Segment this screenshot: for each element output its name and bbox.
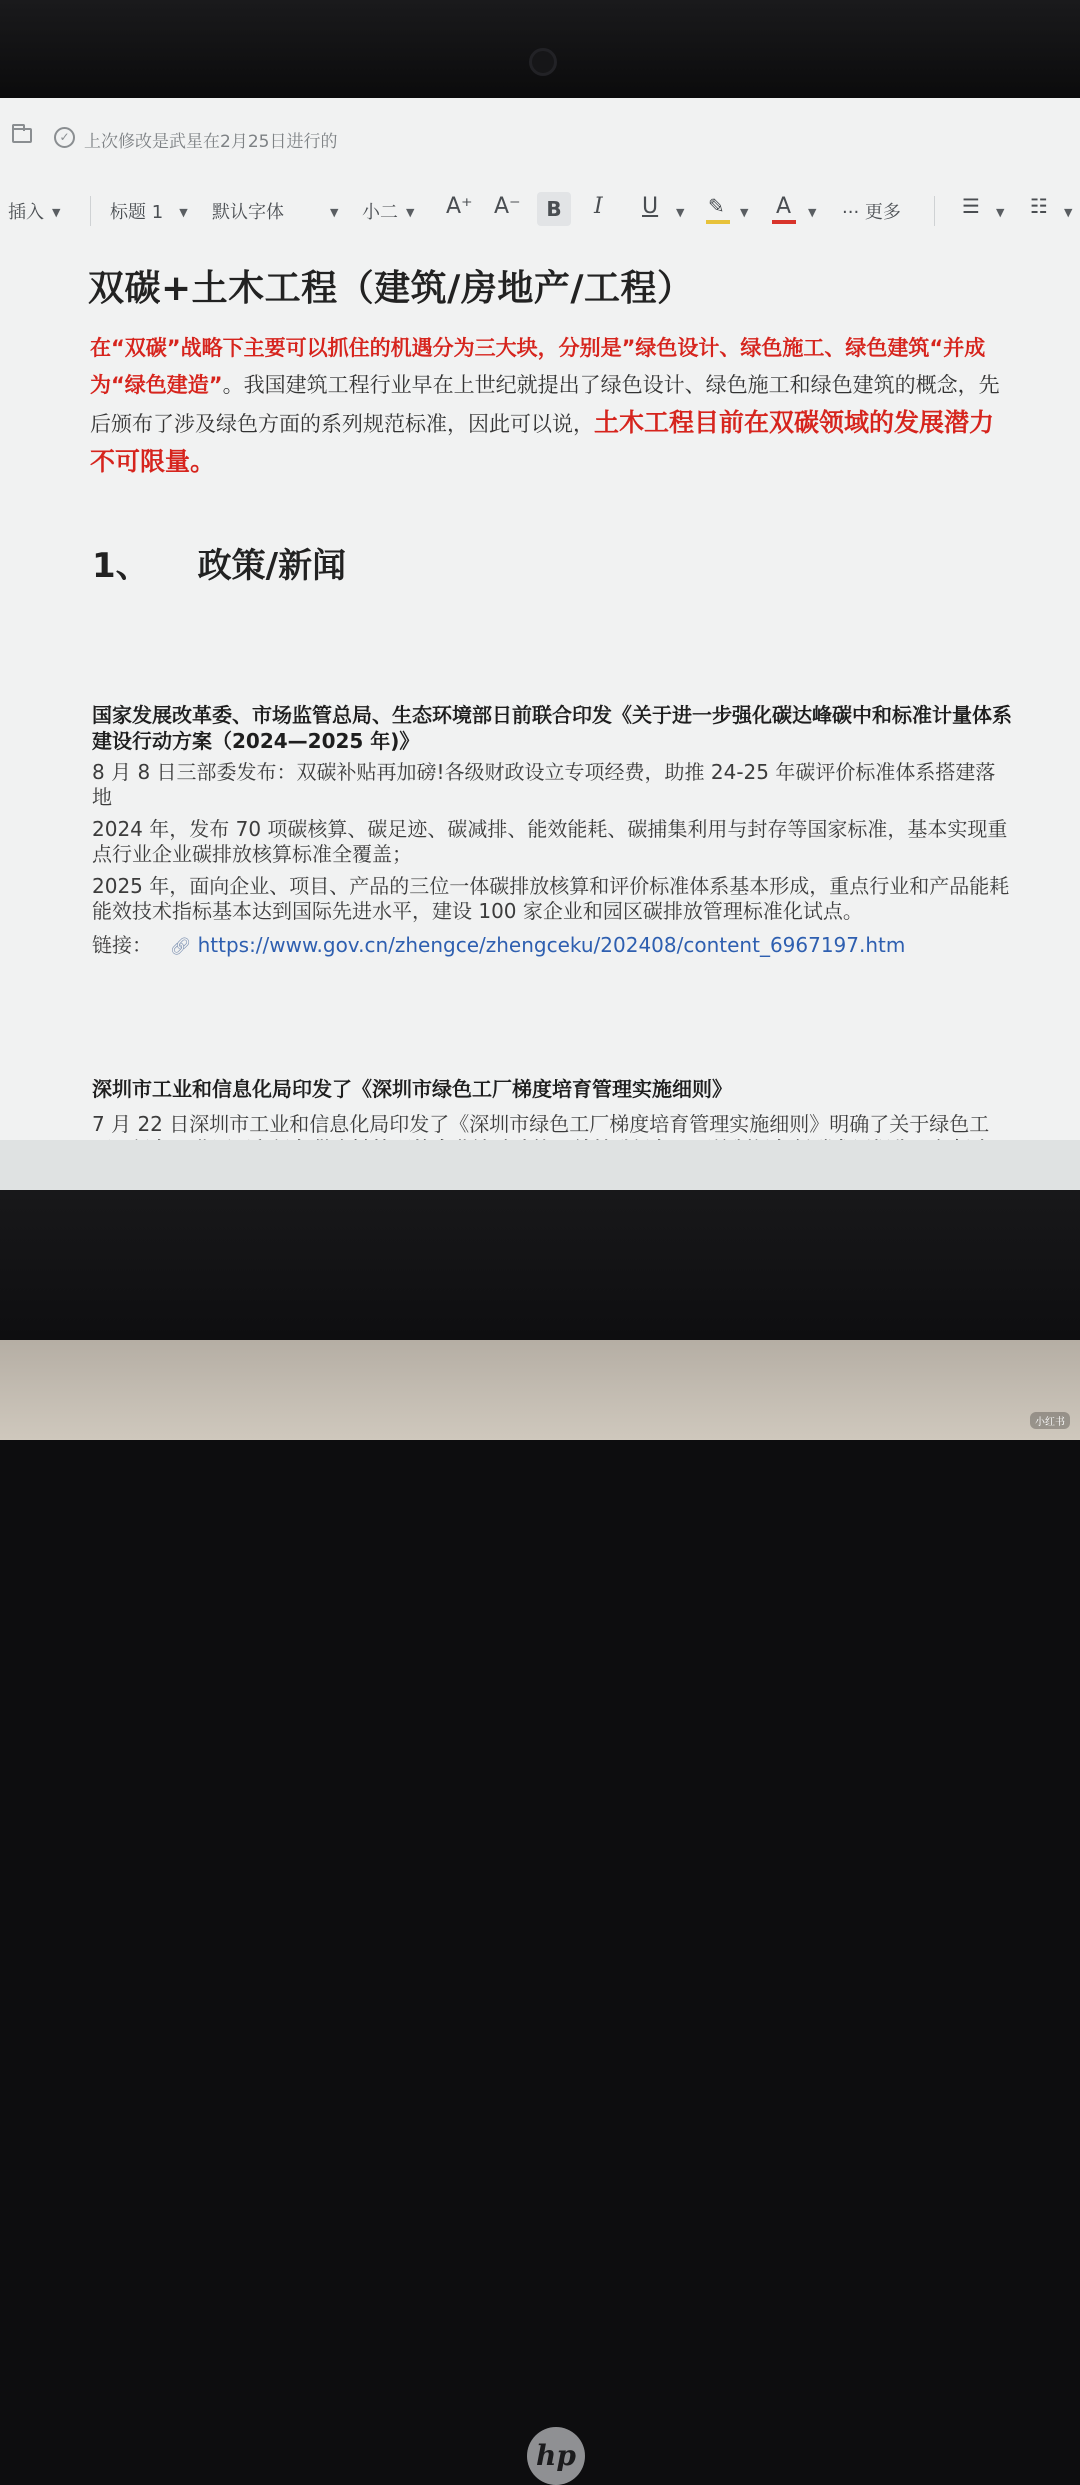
intro-paragraph[interactable] xyxy=(90,330,1010,482)
laptop-top-bezel xyxy=(0,0,1080,98)
font-size-select[interactable] xyxy=(362,198,414,224)
toolbar-divider xyxy=(934,196,935,226)
bulleted-list-chevron-icon[interactable]: ▼ xyxy=(996,206,1005,219)
formatting-toolbar xyxy=(0,190,1080,232)
news-paragraph: 8 月 8 日三部委发布：双碳补贴再加磅!各级财政设立专项经费，助推 24-25 年碳评价标准体系搭建落地 xyxy=(92,760,996,809)
highlighter-icon[interactable]: ✎ xyxy=(708,194,725,218)
more-button[interactable] xyxy=(842,198,901,224)
screen-bottom-margin xyxy=(0,1140,1080,1192)
insert-menu[interactable] xyxy=(8,198,60,224)
folder-icon[interactable] xyxy=(12,128,32,143)
highlight-color-swatch xyxy=(706,220,730,224)
italic-button[interactable]: I xyxy=(594,194,603,219)
chevron-down-icon: ▼ xyxy=(52,206,61,219)
news-title: 深圳市工业和信息化局印发了《深圳市绿色工厂梯度培育管理实施细则》 xyxy=(92,1077,732,1101)
font-family-value: 默认字体 xyxy=(212,202,284,223)
bold-button[interactable]: B xyxy=(537,192,571,226)
intro-emphasis-text: 土木工程目前在双碳领域的发展潜力不可限量。 xyxy=(90,408,995,476)
font-family-select[interactable] xyxy=(212,198,338,224)
news-title: 国家发展改革委、市场监管总局、生态环境部日前联合印发《关于进一步强化碳达峰碳中和标准计量体系建设行动方案（2024—2025 年)》 xyxy=(92,703,1012,753)
heading-style-select[interactable] xyxy=(110,198,188,224)
document-title[interactable]: 双碳+土木工程（建筑/房地产/工程） xyxy=(88,268,694,309)
saved-check-icon: ✓ xyxy=(54,127,75,148)
last-modified-text[interactable]: 上次修改是武星在2月25日进行的 xyxy=(84,132,338,152)
webcam xyxy=(529,48,557,76)
link-icon: 🔗︎ xyxy=(170,937,192,957)
link-label: 链接： xyxy=(92,933,152,957)
font-size-value: 小二 xyxy=(362,202,398,223)
watermark: 小红书 xyxy=(1030,1412,1070,1429)
news-paragraph: 2024 年，发布 70 项碳核算、碳足迹、碳减排、能效能耗、碳捕集利用与封存等国家标准，基本实现重点行业企业碳排放核算标准全覆盖； xyxy=(92,817,1008,866)
highlight-options-chevron-icon[interactable]: ▼ xyxy=(740,206,749,219)
section-number: 1、 xyxy=(92,546,150,586)
link-url[interactable]: https://www.gov.cn/zhengce/zhengceku/202408/content_6967197.htm xyxy=(197,933,906,957)
document-editor-screen xyxy=(0,98,1080,1190)
insert-label: 插入 xyxy=(8,202,44,223)
font-color-button[interactable]: A xyxy=(776,194,792,219)
toolbar-divider xyxy=(90,196,91,226)
more-label: 更多 xyxy=(864,202,901,223)
more-dots-icon: ··· xyxy=(842,202,865,223)
status-bar xyxy=(0,120,1080,156)
underline-button[interactable]: U xyxy=(642,194,659,219)
hp-logo: hp xyxy=(527,2427,585,2485)
increase-font-size-button[interactable]: A⁺ xyxy=(446,194,473,219)
underline-options-chevron-icon[interactable]: ▼ xyxy=(676,206,685,219)
news-paragraph: 7 月 22 日深圳市工业和信息化局印发了《深圳市绿色工厂梯度培育管理实施细则》明确了关于绿色工 xyxy=(92,1112,990,1136)
chevron-down-icon: ▼ xyxy=(330,206,339,219)
heading-style-value: 标题 1 xyxy=(110,202,164,223)
chevron-down-icon: ▼ xyxy=(406,206,415,219)
numbered-list-chevron-icon[interactable]: ▼ xyxy=(1064,206,1073,219)
intro-body-text: 。我国建筑工程行业早在上世纪就提出了绿色设计、绿色施工和绿色建筑的概念，先后颁布了涉及绿色方面的系列规范标准，因此可以说， xyxy=(90,373,1000,436)
news-paragraph: 2025 年，面向企业、项目、产品的三位一体碳排放核算和评价标准体系基本形成，重点行业和产品能耗能效技术指标基本达到国际先进水平，建设 100 家企业和园区碳排放管理标准化试点。 xyxy=(92,874,1010,923)
section-title: 政策/新闻 xyxy=(197,546,347,586)
link-row xyxy=(92,932,1012,960)
numbered-list-icon[interactable]: ☷ xyxy=(1030,194,1048,218)
font-color-chevron-icon[interactable]: ▼ xyxy=(808,206,817,219)
news-item[interactable] xyxy=(92,702,1012,960)
section-heading[interactable] xyxy=(92,538,346,587)
font-color-swatch xyxy=(772,220,796,224)
bulleted-list-icon[interactable]: ☰ xyxy=(962,194,980,218)
chevron-down-icon: ▼ xyxy=(179,206,188,219)
laptop-keyboard-deck xyxy=(0,1340,1080,1440)
intro-highlight-text: 在“双碳”战略下主要可以抓住的机遇分为三大块，分别是”绿色设计、绿色施工、绿色建筑“并成为“绿色建造” xyxy=(90,336,986,397)
decrease-font-size-button[interactable]: A⁻ xyxy=(494,194,521,219)
